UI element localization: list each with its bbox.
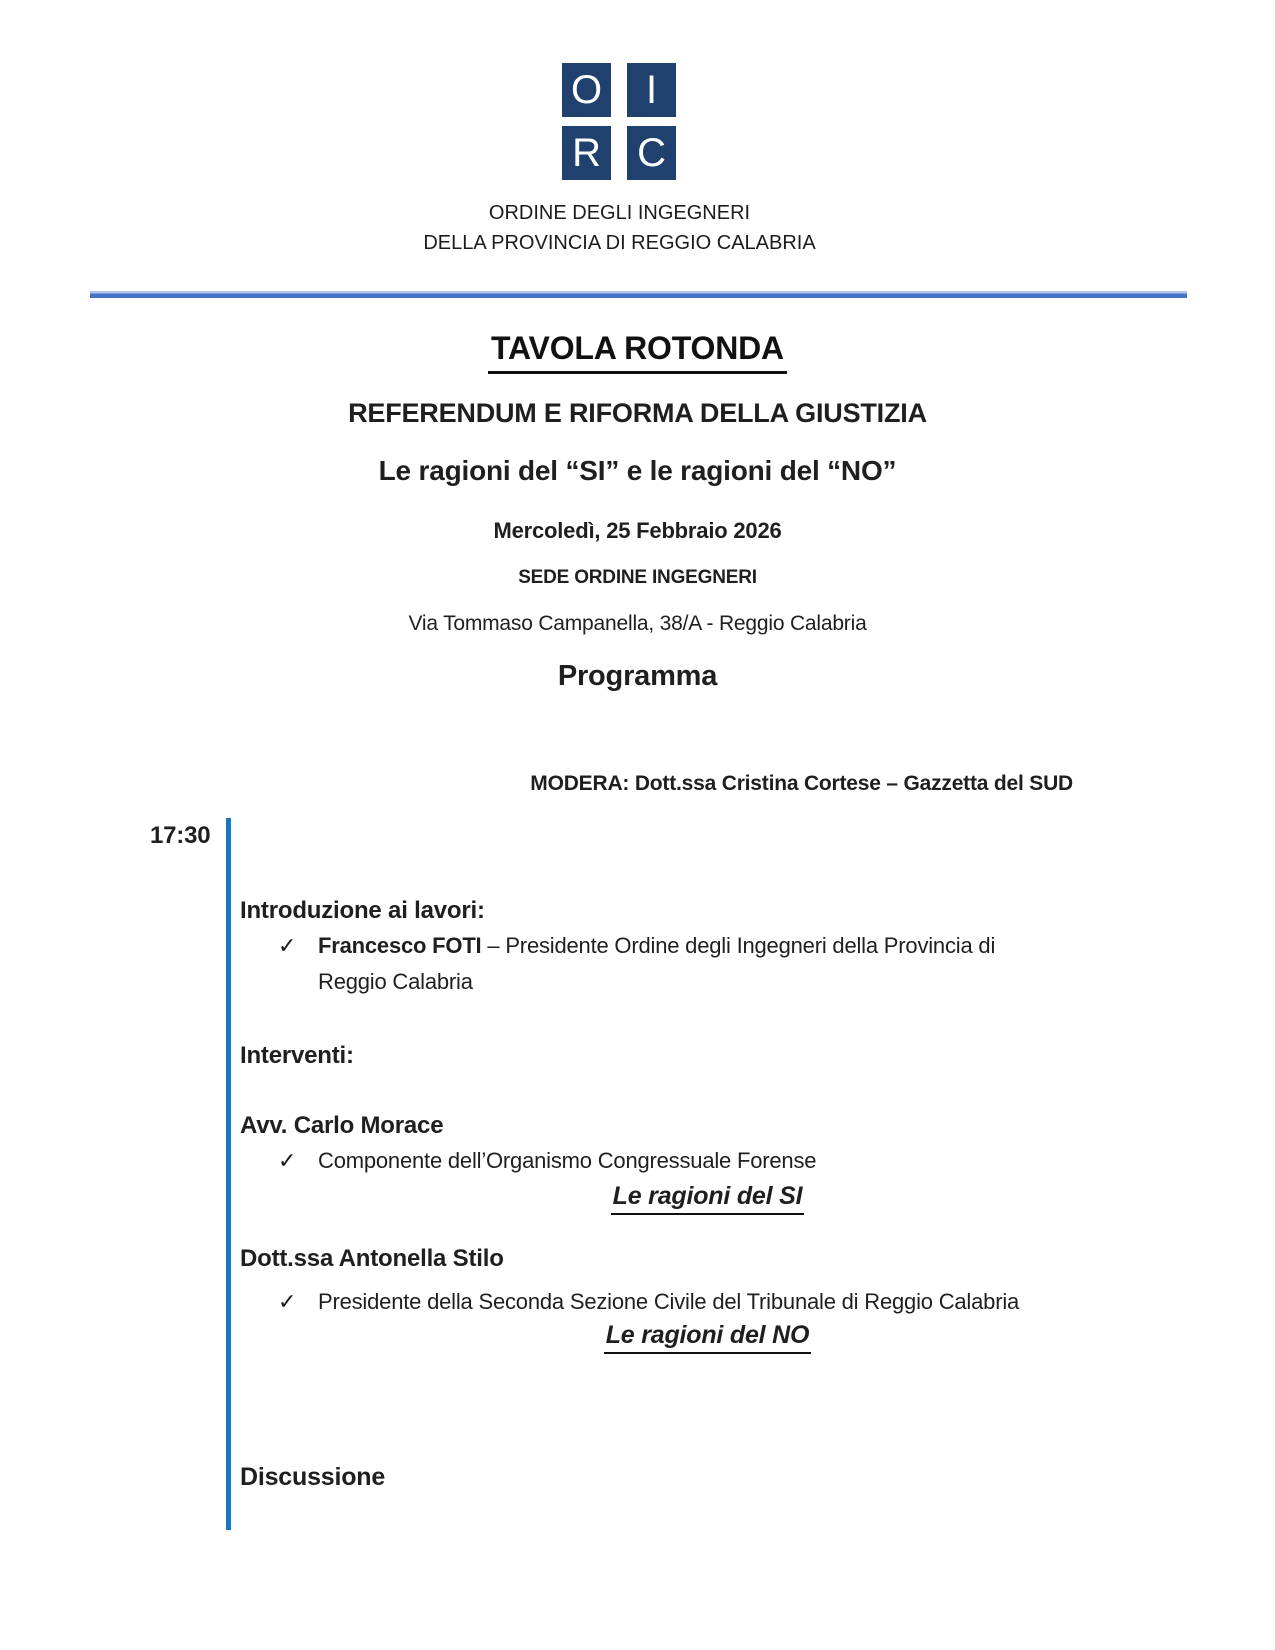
event-date: Mercoledì, 25 Febbraio 2026: [493, 518, 782, 543]
header-divider: [90, 291, 1187, 298]
speaker1-role: Componente dell’Organismo Congressuale Forense: [318, 1148, 817, 1173]
logo-letter-c: C: [627, 126, 676, 180]
organization-name-line1: ORDINE DEGLI INGEGNERI: [488, 202, 751, 224]
intro-speaker-role-line2: Reggio Calabria: [318, 969, 473, 994]
intro-label: Introduzione ai lavori:: [240, 897, 485, 924]
speaker1-name: Avv. Carlo Morace: [240, 1112, 444, 1139]
intro-speaker-role: – Presidente Ordine degli Ingegneri della Provincia di: [487, 933, 996, 958]
logo-letter-o: O: [562, 63, 611, 117]
event-subtitle: REFERENDUM E RIFORMA DELLA GIUSTIZIA: [348, 398, 927, 428]
event-address: Via Tommaso Campanella, 38/A - Reggio Calabria: [408, 612, 867, 635]
logo-letter-i: I: [627, 63, 676, 117]
speaker1-role-row: [278, 1148, 816, 1174]
oirc-logo: [562, 63, 676, 180]
event-subtitle2: Le ragioni del “SI” e le ragioni del “NO”: [378, 455, 897, 486]
speaker1-topic-wrap: [320, 1182, 1095, 1211]
interventi-label: Interventi:: [240, 1042, 354, 1069]
discussion-label: Discussione: [240, 1463, 386, 1491]
organization-name-line2: DELLA PROVINCIA DI REGGIO CALABRIA: [423, 232, 816, 254]
moderator-line: MODERA: Dott.ssa Cristina Cortese – Gazzetta del SUD: [530, 772, 1073, 795]
intro-speaker-row: [278, 933, 995, 959]
event-title-text: TAVOLA ROTONDA: [488, 330, 787, 374]
speaker2-role-row: [278, 1289, 1019, 1315]
intro-speaker-name: Francesco FOTI: [318, 933, 482, 958]
check-icon: ✓: [278, 1290, 297, 1315]
program-time: 17:30: [150, 822, 211, 849]
organization-name: [0, 198, 1257, 258]
event-venue: SEDE ORDINE INGEGNERI: [518, 567, 757, 588]
event-title: [0, 330, 1275, 367]
speaker2-topic-wrap: [320, 1321, 1095, 1350]
logo-letter-r: R: [562, 126, 611, 180]
speaker2-topic: Le ragioni del NO: [604, 1321, 812, 1354]
timeline-bar: [226, 818, 231, 1530]
check-icon: ✓: [278, 934, 297, 959]
speaker2-name: Dott.ssa Antonella Stilo: [240, 1245, 504, 1272]
check-icon: ✓: [278, 1149, 297, 1174]
program-heading: Programma: [557, 660, 718, 692]
speaker1-topic: Le ragioni del SI: [611, 1182, 805, 1215]
speaker2-role: Presidente della Seconda Sezione Civile del Tribunale di Reggio Calabria: [318, 1289, 1020, 1314]
